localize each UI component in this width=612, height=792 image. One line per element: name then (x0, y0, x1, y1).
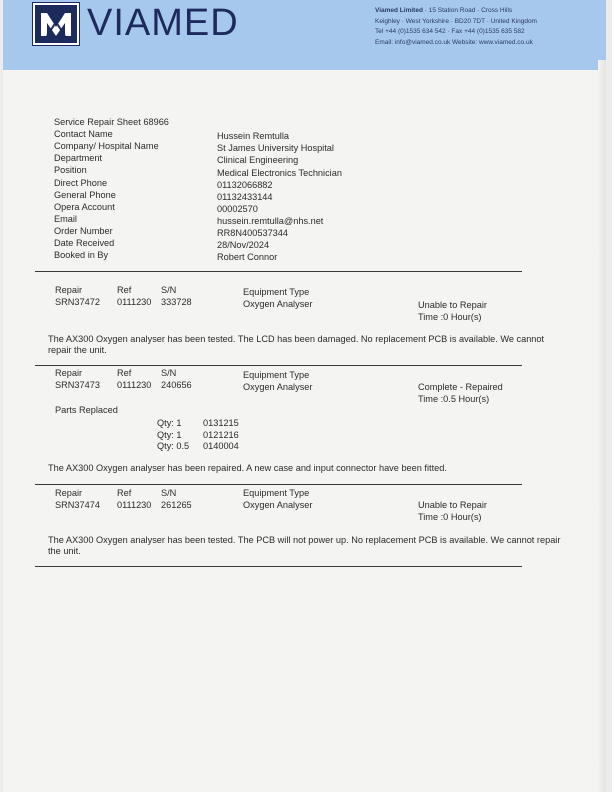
value-company: St James University Hospital (217, 143, 334, 153)
col-header-ref: Ref (117, 488, 132, 498)
value-email: hussein.remtulla@nhs.net (217, 216, 324, 226)
col-header-equipment: Equipment Type (243, 488, 310, 498)
company-address-2: Keighley · West Yorkshire · BD20 7DT · United Kingdom (375, 17, 537, 25)
company-info (375, 6, 537, 48)
divider (35, 365, 522, 366)
value-direct-phone: 01132066882 (217, 180, 273, 190)
repair-ref: 0111230 (117, 297, 152, 307)
col-header-sn: S/N (161, 285, 177, 295)
repair-equipment: Oxygen Analyser (243, 382, 313, 392)
part-code: 0131215 (203, 418, 239, 428)
value-opera-account: 00002570 (217, 204, 258, 214)
col-header-repair: Repair (55, 488, 83, 498)
divider (35, 271, 522, 272)
col-header-equipment: Equipment Type (243, 370, 310, 380)
logo-wordmark: VIAMED (87, 2, 239, 44)
page-edge-shadow (598, 60, 606, 792)
label-company: Company/ Hospital Name (54, 141, 159, 151)
repair-equipment: Oxygen Analyser (243, 500, 313, 510)
value-department: Clinical Engineering (217, 155, 299, 165)
repair-time: Time :0.5 Hour(s) (418, 394, 490, 404)
label-general-phone: General Phone (54, 190, 116, 200)
col-header-ref: Ref (117, 368, 132, 378)
company-email-web: Email: info@viamed.co.uk Website: www.viamed.co.uk (375, 38, 533, 46)
repair-note: The AX300 Oxygen analyser has been tested. The PCB will not power up. No replacement PCB is available. We cannot repair the unit. (48, 535, 561, 556)
label-position: Position (54, 165, 87, 175)
label-department: Department (54, 153, 103, 163)
divider (35, 484, 522, 485)
part-qty: Qty: 1 (157, 430, 182, 440)
col-header-sn: S/N (161, 368, 177, 378)
value-date-received: 28/Nov/2024 (217, 240, 270, 250)
repair-status: Unable to Repair (418, 500, 487, 510)
repair-status: Unable to Repair (418, 300, 487, 310)
col-header-sn: S/N (161, 488, 177, 498)
label-date-received: Date Received (54, 238, 115, 248)
repair-sn: 240656 (161, 380, 192, 390)
repair-note: The AX300 Oxygen analyser has been repaired. A new case and input connector have been fitted. (48, 463, 447, 473)
col-header-repair: Repair (55, 368, 83, 378)
repair-ref: 0111230 (117, 500, 152, 510)
label-contact-name: Contact Name (54, 129, 113, 139)
value-general-phone: 01132433144 (217, 192, 273, 202)
repair-number: SRN37473 (55, 380, 100, 390)
value-booked-in-by: Robert Connor (217, 252, 278, 262)
repair-time: Time :0 Hour(s) (418, 312, 482, 322)
label-opera-account: Opera Account (54, 202, 115, 212)
repair-status: Complete - Repaired (418, 382, 503, 392)
label-email: Email (54, 214, 77, 224)
label-booked-in-by: Booked in By (54, 250, 109, 260)
part-code: 0140004 (203, 441, 239, 451)
document-page (3, 0, 606, 792)
company-phone-fax: Tel +44 (0)1535 634 542 · Fax +44 (0)1535 635 582 (375, 28, 525, 35)
label-direct-phone: Direct Phone (54, 178, 108, 188)
repair-number: SRN37472 (55, 297, 100, 307)
repair-equipment: Oxygen Analyser (243, 299, 313, 309)
repair-sn: 261265 (161, 500, 192, 510)
part-qty: Qty: 1 (157, 418, 182, 428)
repair-note: The AX300 Oxygen analyser has been tested. The LCD has been damaged. No replacement PCB is available. We cannot repair the unit. (48, 334, 545, 355)
value-contact-name: Hussein Remtulla (217, 131, 289, 141)
sheet-title: Service Repair Sheet 68966 (54, 117, 169, 127)
col-header-repair: Repair (55, 285, 83, 295)
label-order-number: Order Number (54, 226, 113, 236)
value-position: Medical Electronics Technician (217, 168, 342, 178)
col-header-ref: Ref (117, 285, 132, 295)
col-header-equipment: Equipment Type (243, 287, 310, 297)
repair-number: SRN37474 (55, 500, 100, 510)
repair-ref: 0111230 (117, 380, 152, 390)
part-qty: Qty: 0.5 (157, 441, 190, 451)
company-address: · 15 Station Road · Cross Hills (424, 7, 513, 14)
company-name: Viamed Limited (375, 7, 423, 14)
value-order-number: RR8N400537344 (217, 228, 289, 238)
repair-time: Time :0 Hour(s) (418, 512, 482, 522)
divider (35, 566, 522, 567)
part-code: 0121216 (203, 430, 239, 440)
letterhead (3, 0, 606, 70)
repair-sn: 333728 (161, 297, 192, 307)
parts-replaced-label: Parts Replaced (55, 405, 118, 415)
viamed-logo-icon (33, 3, 79, 45)
